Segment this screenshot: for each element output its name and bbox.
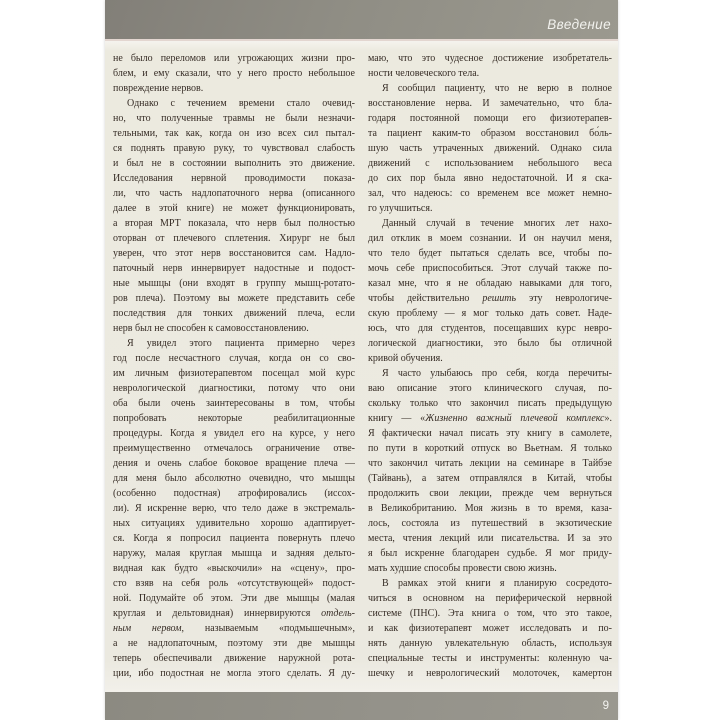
text-line (113, 381, 355, 396)
text-run: специальные тесты и инструменты: коленную ча- (368, 653, 612, 664)
text-run: (Тайвань), а затем отправлялся в Китай, чтобы (368, 473, 612, 484)
text-line (113, 126, 355, 141)
text-run: продолжить свои лекции, прежде чем вернуться (368, 488, 612, 499)
text-line (113, 576, 355, 591)
text-line (368, 276, 612, 291)
text-line (368, 51, 612, 66)
text-line (368, 651, 612, 666)
chapter-header-title: Введение (547, 17, 611, 32)
text-line (113, 96, 355, 111)
text-run: Однако с течением времени стало очевид- (127, 98, 355, 109)
text-run: годаря постоянной помощи его физиотерапев- (368, 113, 612, 124)
text-line (368, 531, 612, 546)
text-line (368, 636, 612, 651)
text-line (368, 591, 612, 606)
text-line (113, 231, 355, 246)
text-run: Исследования нервной проводимости показа- (113, 173, 355, 184)
text-run: я был искренне благодарен судьбе. Я мог приду- (368, 548, 612, 559)
text-run: ся поднять правую руку, то чувствовал слабость (113, 143, 355, 154)
text-run: неврологической диагностики, потому что они (113, 383, 355, 394)
text-run: места, чтения лекций или писательства. И за это (368, 533, 612, 544)
italic-text-run: Жизненно важный плечевой комплекс (425, 413, 605, 424)
text-run: тельными, так как, когда он изо всех сил пытал- (113, 128, 355, 139)
text-line (113, 336, 355, 351)
text-run: Я сообщил пациенту, что не верю в полное (382, 83, 612, 94)
text-line (368, 456, 612, 471)
text-line (113, 561, 355, 576)
text-line (113, 261, 355, 276)
text-run: книгу — « (368, 413, 426, 424)
text-line (113, 591, 355, 606)
page-header-bar (105, 0, 618, 41)
text-run: мать худшие способы провести свою жизнь. (368, 563, 557, 574)
text-run: наружу, малая круглая мышца и задняя дельто- (113, 548, 355, 559)
text-run: и был не в состоянии выполнить это движение. (113, 158, 355, 169)
text-line (368, 216, 612, 231)
text-line (368, 486, 612, 501)
text-line (113, 666, 355, 681)
text-line (368, 366, 612, 381)
text-line (113, 606, 355, 621)
text-run: попробовать некоторые реабилитационные (113, 413, 355, 424)
page-body (105, 41, 618, 692)
text-run: преимущественно отмечалось ограничение отве- (113, 443, 355, 454)
text-run: дения и очень слабое боковое вращение плеча — (113, 458, 355, 469)
text-run: скольку только что закончил писать предыдущую (368, 398, 612, 409)
text-run: В рамках этой книги я планирую сосредото- (382, 578, 612, 589)
text-line (368, 171, 612, 186)
text-line (368, 141, 612, 156)
text-line (368, 396, 612, 411)
text-line (113, 636, 355, 651)
text-line (113, 501, 355, 516)
text-line (113, 81, 355, 96)
text-run: до сих пор была явно недостаточной. И я ска- (368, 173, 612, 184)
text-run: логической диагностики, это было бы отличной (368, 338, 612, 349)
text-run: нерв был не способен к самовосстановлению. (113, 323, 309, 334)
text-run: скую проблему — я мог только дать совет. Наде- (368, 308, 612, 319)
text-run: движений с использованием небольшого веса (368, 158, 612, 169)
text-line (368, 201, 612, 216)
text-run: ции, ибо подостная не могла этого сделать. Я ду- (113, 668, 355, 679)
text-run: казал мне, что я не обладаю навыками для того, (368, 278, 612, 289)
text-line (113, 486, 355, 501)
text-run: ных ситуациях удивительно хорошо адаптирует- (113, 518, 355, 529)
text-run: а не надлопаточным, поэтому эти две мышцы (113, 638, 355, 649)
text-line (368, 471, 612, 486)
text-line (368, 411, 612, 426)
text-run: шечку и неврологический молоточек, камертон (368, 668, 612, 679)
text-run: сто взяв на себя роль «отсутствующей» подост- (113, 578, 355, 589)
text-run: эту неврологиче- (516, 293, 612, 304)
text-run: для меня было абсолютно очевидно, что мышцы (113, 473, 355, 484)
text-run: юсь, что для студентов, посещавших курс невро- (368, 323, 612, 334)
text-run: мочь себе приспособиться. Этот случай также по- (368, 263, 612, 274)
text-run: Я часто улыбаюсь про себя, когда перечиты- (382, 368, 612, 379)
text-line (113, 441, 355, 456)
text-line (368, 291, 612, 306)
text-run: круглая и дельтовидная) иннервируются (113, 608, 322, 619)
text-run: последствия для тонких движений плеча, если (113, 308, 355, 319)
text-run: не было переломов или угрожающих жизни про- (113, 53, 355, 64)
text-run: повреждение нервов. (113, 83, 204, 94)
text-run: чтобы действительно (368, 293, 483, 304)
text-run: видная как будто «выскочили» на «сцену», про- (113, 563, 355, 574)
text-line (368, 231, 612, 246)
text-line (113, 216, 355, 231)
text-line (113, 456, 355, 471)
text-run: ности человеческого тела. (368, 68, 480, 79)
text-line (368, 441, 612, 456)
text-run: процедуры. Когда я увидел его на курсе, у него (113, 428, 355, 439)
text-run: блем, и ему сказали, что у него просто небольшое (113, 68, 355, 79)
text-line (368, 606, 612, 621)
text-run: читься в основном на периферической нервной (368, 593, 612, 604)
text-line (113, 321, 355, 336)
text-columns (113, 51, 612, 681)
text-run: Я фактически начал писать эту книгу в самолете, (368, 428, 612, 439)
text-run: ной. Подумайте об этом. Эти две мышцы (малая (113, 593, 355, 604)
text-run: далее в этой книге) не может функционировать, (113, 203, 355, 214)
text-run: теперь обеспечивали движение наружной рота- (113, 653, 355, 664)
text-run: но, что полученные травмы не были незначи- (113, 113, 355, 124)
text-line (113, 66, 355, 81)
text-line (113, 201, 355, 216)
text-run: лось, состояла из путешествий в экзотические (368, 518, 612, 529)
text-line (368, 501, 612, 516)
text-line (113, 411, 355, 426)
text-line (368, 576, 612, 591)
book-page-photo (105, 0, 618, 720)
text-column-left (113, 51, 355, 681)
text-line (368, 351, 612, 366)
text-line (368, 126, 612, 141)
text-run: оба были очень заинтересованы в том, чтобы (113, 398, 355, 409)
text-line (368, 261, 612, 276)
text-run: а вторая МРТ показала, что нерв был полностью (113, 218, 355, 229)
text-line (113, 171, 355, 186)
text-run: паточный нерв иннервирует надостные и подост- (113, 263, 355, 274)
text-run: Данный случай в течение многих лет нахо- (382, 218, 612, 229)
text-line (368, 81, 612, 96)
text-line (113, 366, 355, 381)
text-line (368, 336, 612, 351)
text-line (368, 156, 612, 171)
text-line (113, 156, 355, 171)
text-run: и как физиотерапевт может исследовать и по- (368, 623, 612, 634)
text-run: Я увидел этого пациента примерно через (127, 338, 355, 349)
text-line (113, 516, 355, 531)
text-line (113, 426, 355, 441)
text-line (113, 396, 355, 411)
text-run: оторван от плечевого сплетения. Хирург не был (113, 233, 355, 244)
text-line (113, 621, 355, 636)
text-line (368, 246, 612, 261)
text-line (113, 306, 355, 321)
text-run: дил отклик в моем сознании. И он научил меня, (368, 233, 612, 244)
text-run: ли, что часть надлопаточного нерва (описанного (113, 188, 355, 199)
text-line (368, 426, 612, 441)
text-run: (особенно подостная) атрофировались (иссох- (113, 488, 355, 499)
text-run: в Великобританию. Моя жизнь в то время, каза- (368, 503, 612, 514)
text-line (368, 546, 612, 561)
text-line (113, 186, 355, 201)
text-line (368, 321, 612, 336)
text-line (368, 666, 612, 681)
italic-text-run: решить (482, 293, 517, 304)
text-run: им личным физиотерапевтом посещал мой курс (113, 368, 355, 379)
text-run: шую часть утраченных движений. Однако сила (368, 143, 612, 154)
text-line (113, 651, 355, 666)
text-run: , называемым «подмышечным», (181, 623, 355, 634)
text-line (368, 306, 612, 321)
text-line (368, 96, 612, 111)
text-line (368, 516, 612, 531)
text-line (113, 141, 355, 156)
text-line (113, 276, 355, 291)
page-footer-bar (105, 692, 618, 720)
text-run: маю, что это чудесное достижение изобретатель- (368, 53, 612, 64)
text-run: что закончил читать лекции на семинаре в Тайбэе (368, 458, 612, 469)
italic-text-run: отдель- (321, 608, 355, 619)
text-run: что тело будет пытаться сделать все, чтобы по- (368, 248, 612, 259)
page-number: 9 (602, 700, 609, 712)
text-run: та пациент каким-то образом восстановил бо́ль- (368, 128, 612, 139)
text-line (368, 561, 612, 576)
text-run: кривой обучения. (368, 353, 443, 364)
text-line (368, 381, 612, 396)
text-run: ся. Когда я попросил пациента повернуть плечо (113, 533, 355, 544)
text-line (113, 111, 355, 126)
text-run: год после несчастного случая, когда он со сво- (113, 353, 355, 364)
text-column-right (368, 51, 612, 681)
text-run: нять данную увлекательную область, используя (368, 638, 612, 649)
text-run: ли). Я искренне верю, что тело даже в экстремаль- (113, 503, 355, 514)
text-line (113, 531, 355, 546)
text-run: восстановление нерва. И замечательно, что бла- (368, 98, 612, 109)
text-line (113, 291, 355, 306)
text-line (368, 66, 612, 81)
text-line (368, 186, 612, 201)
text-run: ные мышцы (они входят в группу мышц-ротато- (113, 278, 355, 289)
text-line (113, 246, 355, 261)
text-line (113, 51, 355, 66)
text-run: системе (ПНС). Эта книга о том, что это такое, (368, 608, 612, 619)
text-run: ». (604, 413, 612, 424)
text-run: го улучшиться. (368, 203, 433, 214)
text-line (368, 111, 612, 126)
italic-text-run: ным нервом (113, 623, 182, 634)
text-run: ваю описание этого клинического случая, по- (368, 383, 612, 394)
text-line (368, 621, 612, 636)
text-line (113, 471, 355, 486)
text-run: зал, что надеюсь: со временем все может немно- (368, 188, 612, 199)
text-run: ров плеча). Поэтому вы можете представить себе (113, 293, 355, 304)
text-run: по пути в короткий отпуск во Вьетнам. Я только (368, 443, 612, 454)
text-run: уверен, что этот нерв восстановится сам. Надло- (113, 248, 355, 259)
text-line (113, 351, 355, 366)
text-line (113, 546, 355, 561)
